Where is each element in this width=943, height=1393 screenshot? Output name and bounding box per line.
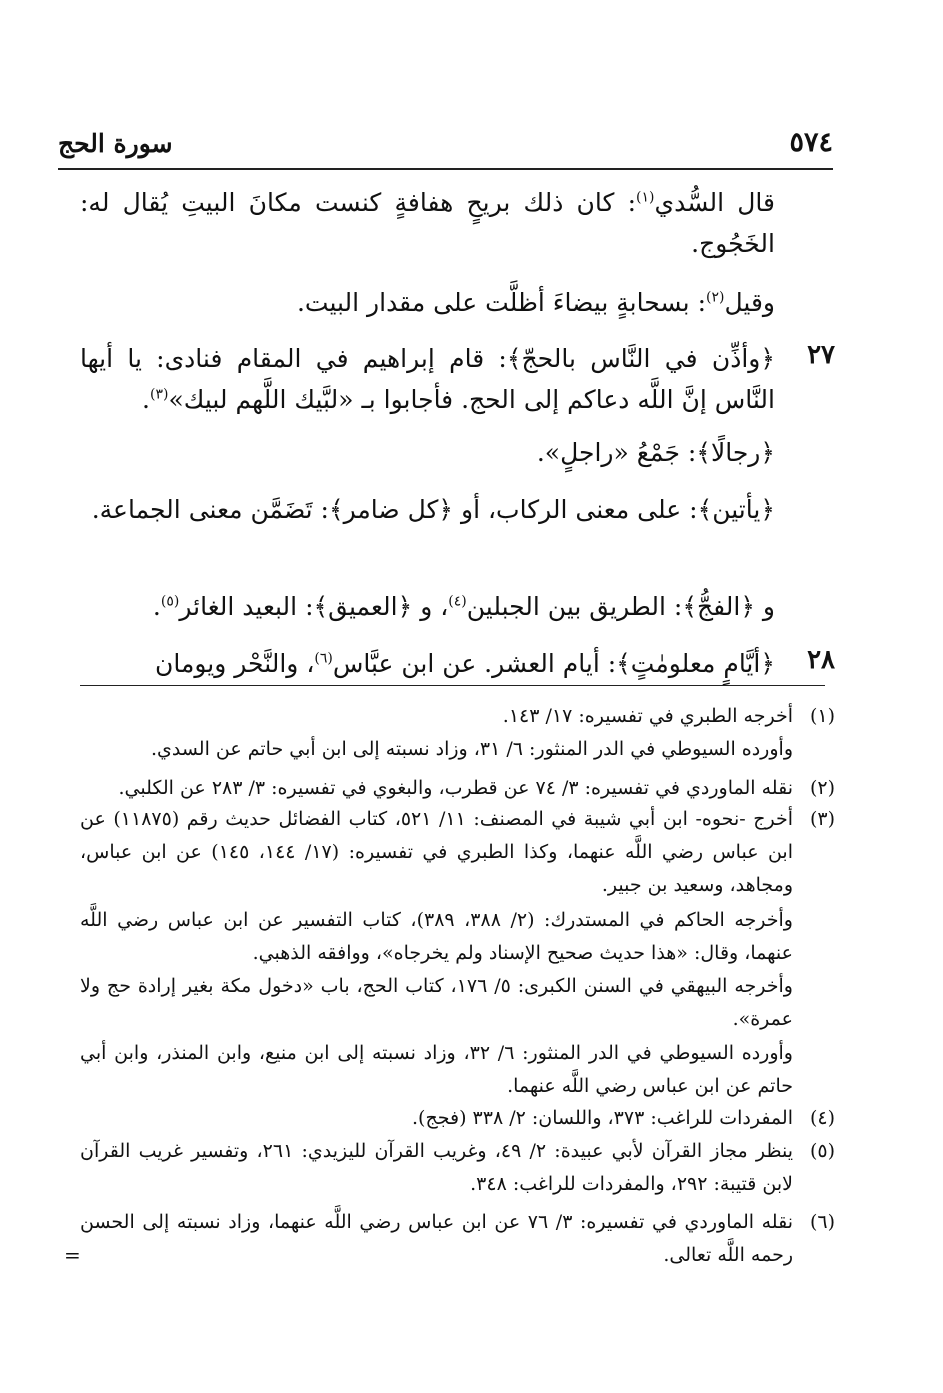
footnote-text: نقله الماوردي في تفسيره: ٣/ ٧٤ عن قطرب، والبغوي في تفسيره: ٣/ ٢٨٣ عن الكلبي. <box>118 777 793 799</box>
footnote-ref-2: (٢) <box>706 289 725 306</box>
text: : كان ذلك بريحٍ هفافةٍ كنست مكانَ البيتِ يُقال له: الخَجُوج. <box>80 188 775 258</box>
paragraph-rijalan: ﴿رجالًا﴾: جَمْعُ «راجلٍ». <box>536 438 775 467</box>
verse-27-commentary <box>80 338 775 420</box>
text: . <box>152 592 161 621</box>
footnote-5 <box>80 1135 835 1201</box>
text: قال السُّدي <box>654 188 775 217</box>
footnote-number: (٣) <box>809 808 835 830</box>
footnote-text: ينظر مجاز القرآن لأبي عبيدة: ٢/ ٤٩، وغريب القرآن لليزيدي: ٢٦١، وتفسير غريب القرآن لابن قتيبة: ٢٩٢، والمفردات للراغب: ٣٤٨. <box>80 1140 793 1195</box>
text: . <box>142 385 150 414</box>
footnote-3-paragraph: وأخرجه البيهقي في السنن الكبرى: ٥/ ١٧٦، كتاب الحج، باب «دخول مكة بغير إرادة حج ولا عمرة». <box>80 975 793 1030</box>
continuation-mark: = <box>64 1243 81 1267</box>
footnote-number: (١) <box>809 705 835 727</box>
text: ﴿وأذِّن في النَّاس بالحجّ﴾: قام إبراهيم في المقام فنادى: يا أيها النَّاس إنَّ اللَّه دعاكم إلى الحج. فأجابوا بـ «لبَّيك اللَّهم لبيك» <box>80 344 775 414</box>
verse-28-commentary <box>80 643 775 684</box>
running-header <box>58 123 833 167</box>
footnote-3-paragraph: وأخرجه الحاكم في المستدرك: (٢/ ٣٨٨، ٣٨٩)، كتاب التفسير عن ابن عباس رضي اللَّه عنهما، وقال: «هذا حديث صحيح الإسناد ولم يخرجاه»، ووافقه الذهبي. <box>80 909 793 964</box>
paragraph-qila <box>80 282 775 323</box>
paragraph-fajj <box>80 586 775 627</box>
page-number: ٥٧٤ <box>789 127 833 158</box>
paragraph-suddi <box>80 182 775 264</box>
footnote-ref-1: (١) <box>636 189 655 206</box>
footnote-text: نقله الماوردي في تفسيره: ٣/ ٧٦ عن ابن عباس رضي اللَّه عنهما، وزاد نسبته إلى الحسن رحمه اللَّه تعالى. <box>80 1211 793 1266</box>
footnote-3-paragraph: وأورده السيوطي في الدر المنثور: ٦/ ٣٢، وزاد نسبته إلى ابن منيع، وابن المنذر، وابن أبي حاتم عن ابن عباس رضي اللَّه عنهما. <box>80 1042 793 1097</box>
text: وقيل <box>724 288 775 317</box>
footnote-1 <box>80 700 835 766</box>
footnote-2 <box>80 772 835 805</box>
footnote-number: (٦) <box>809 1211 835 1233</box>
text: ، والنَّحْر ويومان <box>155 649 315 678</box>
footnote-4 <box>80 1102 835 1135</box>
footnote-ref-6: (٦) <box>314 650 333 667</box>
footnote-number: (٢) <box>809 777 835 799</box>
surah-title: سورة الحج <box>58 129 173 158</box>
text: و ﴿الفجُّ﴾: الطريق بين الجبلين <box>466 592 775 621</box>
footnote-text: المفردات للراغب: ٣٧٣، واللسان: ٢/ ٣٣٨ (فجج). <box>412 1107 793 1129</box>
footnote-number: (٥) <box>809 1140 835 1162</box>
verse-number-27: ٢٧ <box>807 340 835 370</box>
text: ﴿أيَّامٍ معلومٰتٍ﴾: أيام العشر. عن ابن عبَّاس <box>332 649 775 678</box>
footnote-text: أخرجه الطبري في تفسيره: ١٧/ ١٤٣. <box>502 705 793 727</box>
footnote-number: (٤) <box>809 1107 835 1129</box>
footnote-ref-5: (٥) <box>160 593 180 610</box>
verse-number-28: ٢٨ <box>807 645 835 675</box>
footnote-text: وأورده السيوطي في الدر المنثور: ٦/ ٣١، وزاد نسبته إلى ابن أبي حاتم عن السدي. <box>150 738 793 760</box>
footnote-text: أخرج -نحوه- ابن أبي شيبة في المصنف: ١١/ ٥٢١، كتاب الفضائل حديث رقم (١١٨٧٥) عن ابن عباس رضي اللَّه عنهما، وكذا الطبري في تفسيره: (١٧/ ١٤٤، ١٤٥) عن ابن عباس، ومجاهد، وسعيد بن جبير. <box>80 808 793 896</box>
footnote-6 <box>80 1206 835 1272</box>
footnote-separator <box>80 685 825 686</box>
text: ، و ﴿العميق﴾: البعيد الغائر <box>179 592 449 621</box>
footnote-ref-4: (٤) <box>448 593 467 610</box>
footnote-ref-3: (٣) <box>150 386 169 403</box>
footnote-3 <box>80 803 835 902</box>
header-rule <box>58 168 833 170</box>
text: : بسحابةٍ بيضاءَ أظلَّت على مقدار البيت. <box>296 288 707 317</box>
paragraph-yatin: ﴿يأتين﴾: على معنى الركاب، أو ﴿كل ضامر﴾: تَضَمَّن معنى الجماعة. <box>91 495 775 524</box>
